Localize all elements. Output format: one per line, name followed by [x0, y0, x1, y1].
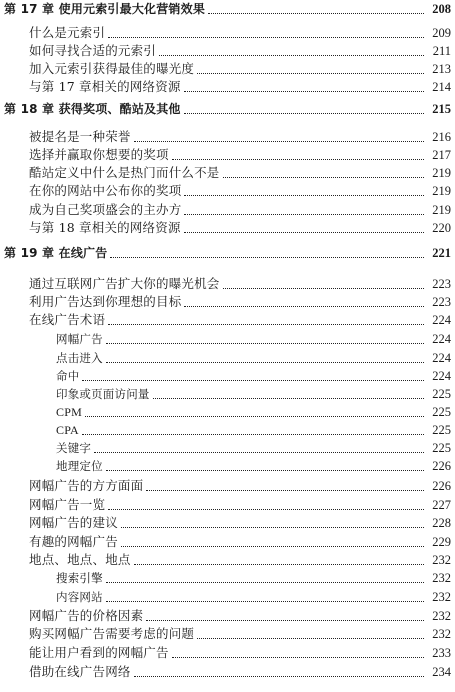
dot-leader	[106, 582, 424, 583]
dot-leader	[146, 620, 424, 621]
dot-leader	[197, 638, 424, 639]
toc-entry[interactable]	[0, 128, 455, 146]
dot-leader	[208, 13, 424, 14]
dot-leader	[172, 159, 424, 160]
toc-page-number: 232	[432, 627, 451, 641]
toc-entry-title: 在你的网站中公布你的奖项	[29, 183, 182, 198]
toc-page-number: 232	[432, 571, 451, 585]
toc-entry[interactable]	[0, 514, 455, 532]
dot-leader	[184, 214, 424, 215]
dot-leader	[82, 380, 424, 381]
toc-entry[interactable]	[0, 146, 455, 164]
toc-chapter-entry[interactable]	[0, 100, 455, 118]
toc-entry-title: 地点、地点、地点	[29, 552, 131, 567]
toc-page-number: 224	[432, 351, 451, 365]
toc-page-number: 220	[432, 221, 451, 235]
toc-entry-title: CPM	[56, 405, 82, 419]
toc-entry-title: 成为自己奖项盛会的主办方	[29, 202, 182, 217]
dot-leader	[134, 564, 424, 565]
dot-leader	[121, 546, 424, 547]
toc-entry[interactable]	[0, 330, 455, 348]
toc-entry[interactable]	[0, 164, 455, 182]
toc-entry-title: 选择并赢取你想要的奖项	[29, 147, 169, 162]
toc-entry-title: 搜索引擎	[56, 571, 103, 585]
dot-leader	[153, 398, 424, 399]
toc-entry-title: 购买网幅广告需要考虑的问题	[29, 626, 195, 641]
toc-entry[interactable]	[0, 182, 455, 200]
toc-entry-title: 网幅广告	[56, 332, 103, 346]
dot-leader	[134, 676, 424, 677]
dot-leader	[223, 288, 424, 289]
toc-entry[interactable]	[0, 219, 455, 237]
toc-entry[interactable]	[0, 457, 455, 475]
toc-entry-title: 印象或页面访问量	[56, 387, 150, 401]
toc-page-number: 224	[432, 313, 451, 327]
toc-entry[interactable]	[0, 403, 455, 421]
toc-page-number: 226	[432, 459, 451, 473]
toc-entry[interactable]	[0, 569, 455, 587]
toc-entry-title: 如何寻找合适的元索引	[29, 43, 157, 58]
toc-entry-title: 有趣的网幅广告	[29, 534, 118, 549]
toc-page-number: 229	[432, 535, 451, 549]
dot-leader	[106, 362, 424, 363]
toc-entry[interactable]	[0, 477, 455, 495]
toc-page-number: 219	[432, 166, 451, 180]
toc-entry-title: 网幅广告的价格因素	[29, 608, 144, 623]
dot-leader	[85, 416, 424, 417]
toc-page-number: 233	[432, 646, 451, 660]
toc-entry-title: 命中	[56, 369, 80, 383]
toc-entry-title: 网幅广告的方方面面	[29, 478, 144, 493]
dot-leader	[106, 470, 424, 471]
toc-entry-title: 内容网站	[56, 590, 103, 604]
toc-entry-title: 利用广告达到你理想的目标	[29, 294, 182, 309]
toc-entry[interactable]	[0, 349, 455, 367]
toc-page-number: 221	[432, 246, 451, 260]
toc-entry[interactable]	[0, 496, 455, 514]
toc-entry-title: 与第 17 章相关的网络资源	[29, 79, 181, 94]
toc-page-number: 225	[432, 423, 451, 437]
toc-entry[interactable]	[0, 201, 455, 219]
toc-entry-title: 第 17 章 使用元索引最大化营销效果	[4, 2, 206, 16]
dot-leader	[82, 434, 424, 435]
toc-entry[interactable]	[0, 533, 455, 551]
toc-page-number: 232	[432, 553, 451, 567]
toc-entry-title: 在线广告术语	[29, 312, 106, 327]
toc-page-number: 226	[432, 479, 451, 493]
toc-page-number: 227	[432, 498, 451, 512]
toc-entry-title: 第 19 章 在线广告	[4, 246, 108, 260]
toc-page-number: 215	[432, 102, 451, 116]
toc-page-number: 217	[432, 148, 451, 162]
toc-entry[interactable]	[0, 293, 455, 311]
toc-entry-title: 酷站定义中什么是热门而什么不是	[29, 165, 220, 180]
toc-page-number: 214	[432, 80, 451, 94]
dot-leader	[184, 232, 424, 233]
dot-leader	[184, 195, 424, 196]
toc-entry[interactable]	[0, 60, 455, 78]
toc-page-number: 224	[432, 332, 451, 346]
toc-page-number: 208	[432, 2, 451, 16]
dot-leader	[184, 91, 424, 92]
toc-page-number: 232	[432, 609, 451, 623]
toc-entry[interactable]	[0, 24, 455, 42]
toc-entry[interactable]	[0, 439, 455, 457]
toc-page-number: 209	[432, 26, 451, 40]
dot-leader	[106, 343, 424, 344]
toc-entry[interactable]	[0, 367, 455, 385]
toc-page-number: 232	[432, 590, 451, 604]
toc-page-number: 223	[432, 295, 451, 309]
toc-entry[interactable]	[0, 42, 455, 60]
toc-entry-title: 能让用户看到的网幅广告	[29, 645, 169, 660]
toc-page-number: 225	[432, 441, 451, 455]
toc-page-number: 225	[432, 405, 451, 419]
dot-leader	[172, 657, 424, 658]
toc-entry[interactable]	[0, 421, 455, 439]
toc-page-number: 213	[432, 62, 451, 76]
toc-entry-title: 什么是元索引	[29, 25, 106, 40]
toc-entry-title: 关键字	[56, 441, 92, 455]
toc-entry-title: 与第 18 章相关的网络资源	[29, 220, 181, 235]
toc-entry[interactable]	[0, 551, 455, 569]
toc-entry-title: 地理定位	[56, 459, 103, 473]
dot-leader	[110, 257, 424, 258]
toc-page-number: 216	[432, 130, 451, 144]
dot-leader	[146, 490, 424, 491]
dot-leader	[223, 177, 424, 178]
toc-entry[interactable]	[0, 78, 455, 96]
toc-entry-title: 网幅广告的建议	[29, 515, 118, 530]
toc-entry-title: 借助在线广告网络	[29, 664, 131, 679]
toc-entry-title: 加入元索引获得最佳的曝光度	[29, 61, 195, 76]
toc-entry[interactable]	[0, 588, 455, 606]
toc-entry[interactable]	[0, 625, 455, 643]
dot-leader	[197, 73, 424, 74]
toc-entry[interactable]	[0, 385, 455, 403]
toc-entry[interactable]	[0, 663, 455, 681]
dot-leader	[106, 601, 424, 602]
toc-entry[interactable]	[0, 644, 455, 662]
toc-page-number: 228	[432, 516, 451, 530]
toc-page-number: 234	[432, 665, 451, 679]
dot-leader	[184, 306, 424, 307]
toc-page-number: 224	[432, 369, 451, 383]
toc-page-number: 223	[432, 277, 451, 291]
toc-entry-title: 被提名是一种荣誉	[29, 129, 131, 144]
dot-leader	[184, 113, 424, 114]
toc-entry[interactable]	[0, 311, 455, 329]
toc-chapter-entry[interactable]	[0, 244, 455, 262]
dot-leader	[159, 55, 424, 56]
dot-leader	[108, 509, 424, 510]
toc-chapter-entry[interactable]	[0, 0, 455, 18]
dot-leader	[94, 452, 424, 453]
dot-leader	[108, 37, 424, 38]
toc-page-number: 211	[432, 44, 451, 58]
dot-leader	[121, 527, 424, 528]
dot-leader	[108, 324, 424, 325]
toc-entry-title: 网幅广告一览	[29, 497, 106, 512]
toc-entry-title: 第 18 章 获得奖项、酷站及其他	[4, 102, 181, 116]
toc-entry-title: CPA	[56, 423, 79, 437]
toc-entry-title: 通过互联网广告扩大你的曝光机会	[29, 276, 220, 291]
toc-entry[interactable]	[0, 607, 455, 625]
dot-leader	[134, 141, 424, 142]
toc-page-number: 219	[432, 184, 451, 198]
toc-entry[interactable]	[0, 275, 455, 293]
toc-page-number: 219	[432, 203, 451, 217]
toc-page-number: 225	[432, 387, 451, 401]
toc-entry-title: 点击进入	[56, 351, 103, 365]
